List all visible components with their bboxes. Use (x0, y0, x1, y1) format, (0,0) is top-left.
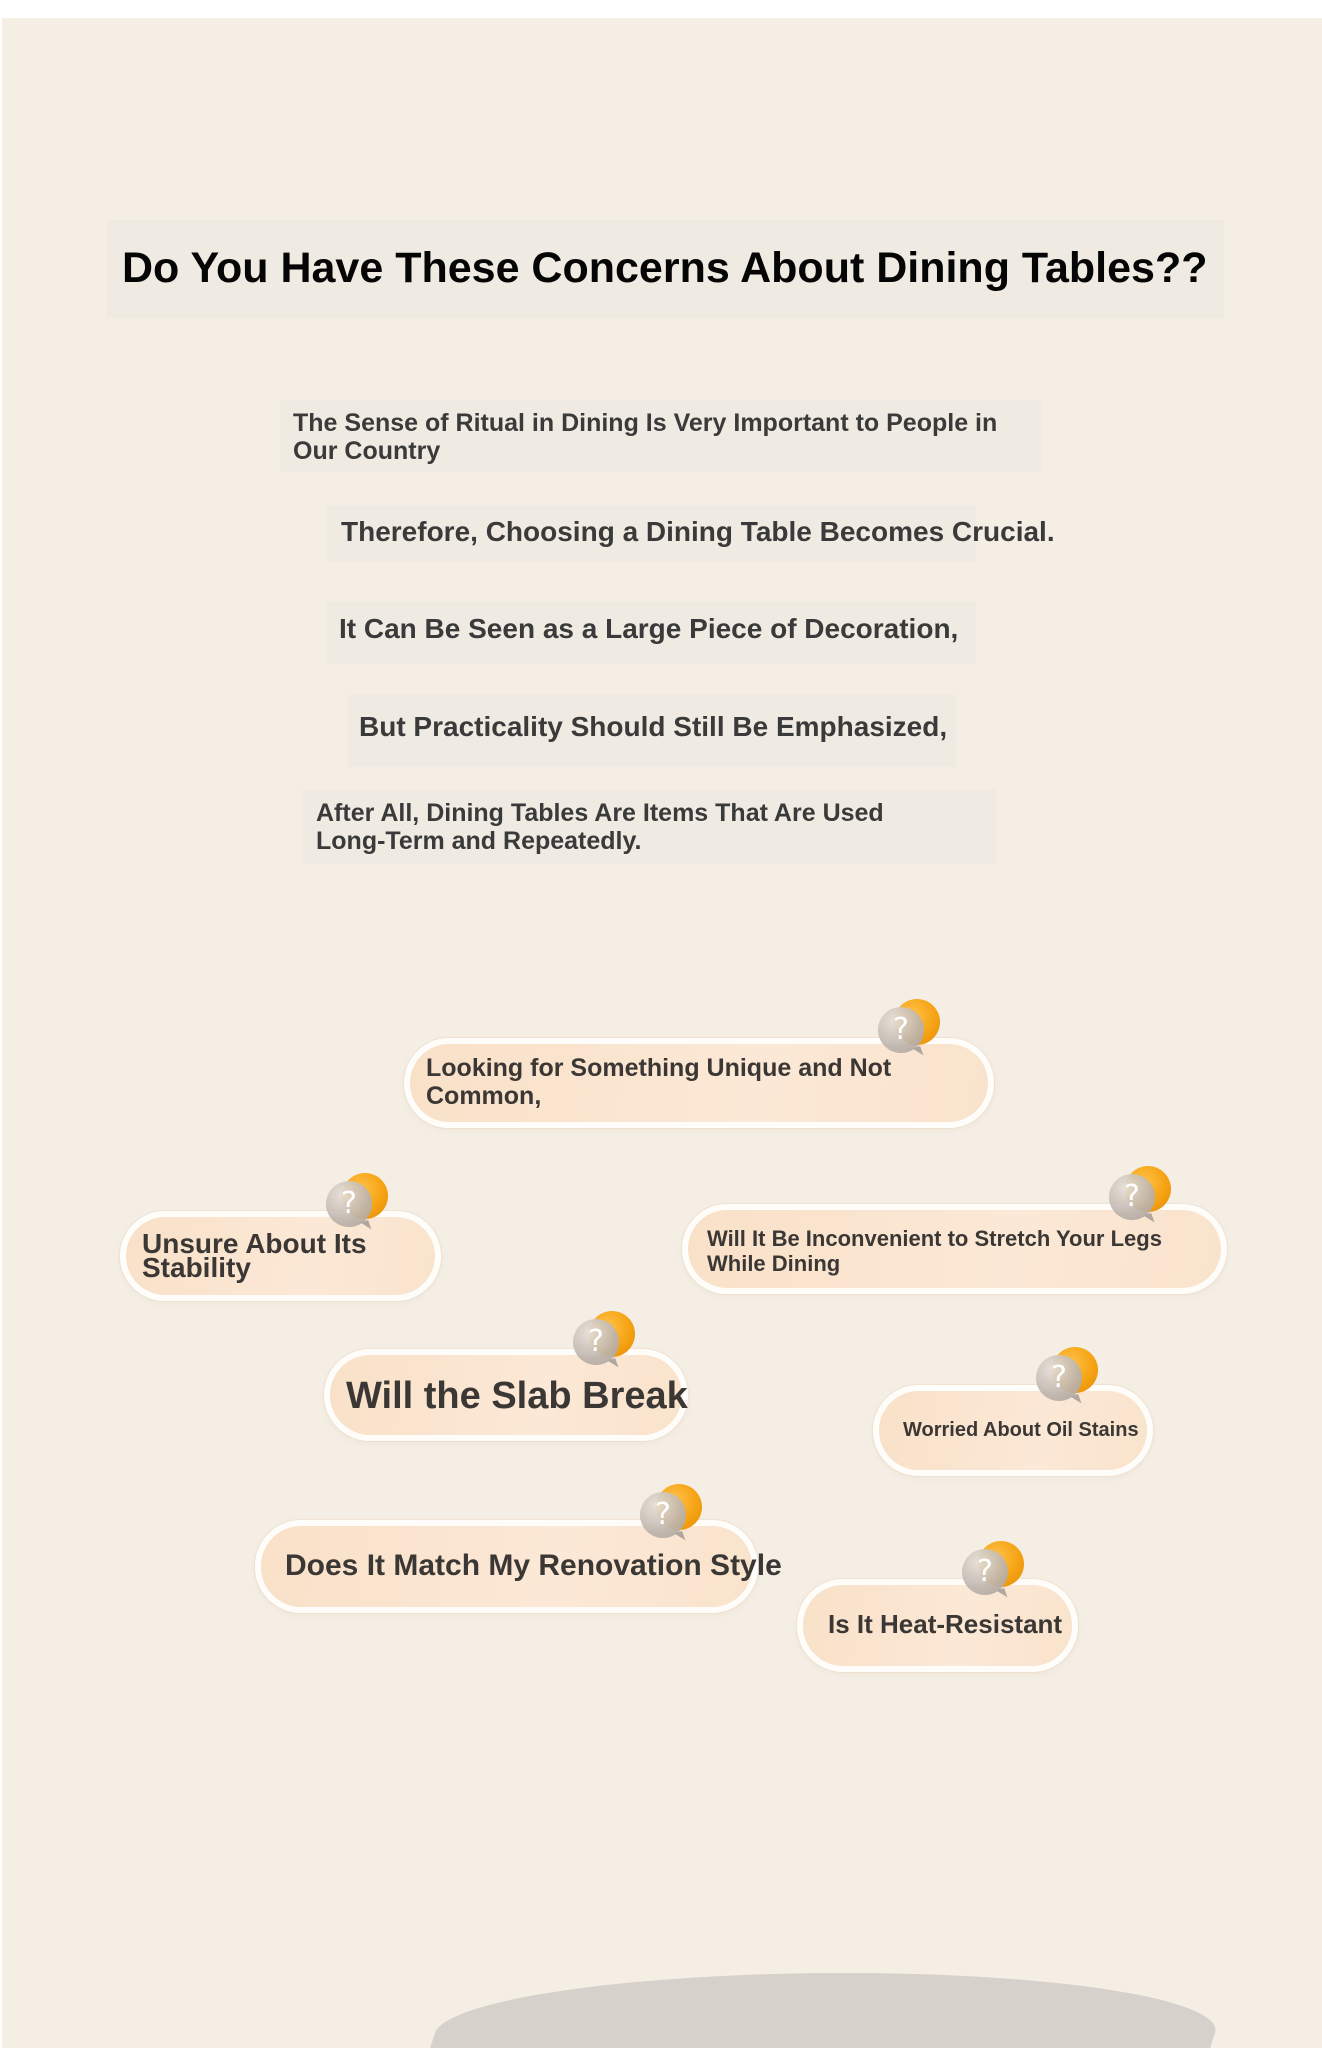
concern-line: While Dining (707, 1251, 841, 1276)
question-mark-icon: ? (640, 1484, 702, 1540)
statement-line: Long-Term and Repeatedly. (316, 827, 642, 855)
concern-stability-text (142, 1228, 367, 1283)
statement-crucial: Therefore, Choosing a Dining Table Becomes Crucial. (341, 516, 1055, 547)
question-mark-icon: ? (878, 999, 940, 1055)
concern-oil-text: Worried About Oil Stains (903, 1419, 1139, 1441)
concern-line: Stability (142, 1252, 251, 1283)
question-mark-icon: ? (326, 1173, 388, 1229)
concern-line: Looking for Something Unique and Not (426, 1054, 892, 1082)
concern-line: Will It Be Inconvenient to Stretch Your Legs (707, 1226, 1162, 1251)
question-mark-icon: ? (962, 1541, 1024, 1597)
page-background (2, 18, 1322, 2048)
statement-line: The Sense of Ritual in Dining Is Very Important to People in (293, 409, 998, 437)
concern-unique-text (426, 1054, 891, 1110)
concern-legroom-text (707, 1226, 1162, 1276)
question-mark-icon: ? (1109, 1166, 1171, 1222)
statement-ritual (293, 409, 997, 465)
concern-heat-text: Is It Heat-Resistant (828, 1609, 1063, 1639)
statement-practicality: But Practicality Should Still Be Emphasized, (359, 711, 948, 742)
concern-style-text: Does It Match My Renovation Style (285, 1549, 782, 1582)
concern-line: Common, (426, 1082, 542, 1110)
question-mark-icon: ? (573, 1311, 635, 1367)
statement-line: Our Country (293, 437, 441, 465)
table-silhouette (390, 1973, 1235, 2048)
statement-long-term (316, 799, 884, 855)
statement-decoration: It Can Be Seen as a Large Piece of Decoration, (339, 613, 959, 644)
question-mark-icon: ? (1036, 1347, 1098, 1403)
concern-line: Unsure About Its (142, 1228, 367, 1259)
page-title: Do You Have These Concerns About Dining Tables?? (122, 244, 1208, 292)
concern-slab-text: Will the Slab Break (346, 1375, 688, 1417)
statement-line: After All, Dining Tables Are Items That Are Used (316, 799, 884, 827)
